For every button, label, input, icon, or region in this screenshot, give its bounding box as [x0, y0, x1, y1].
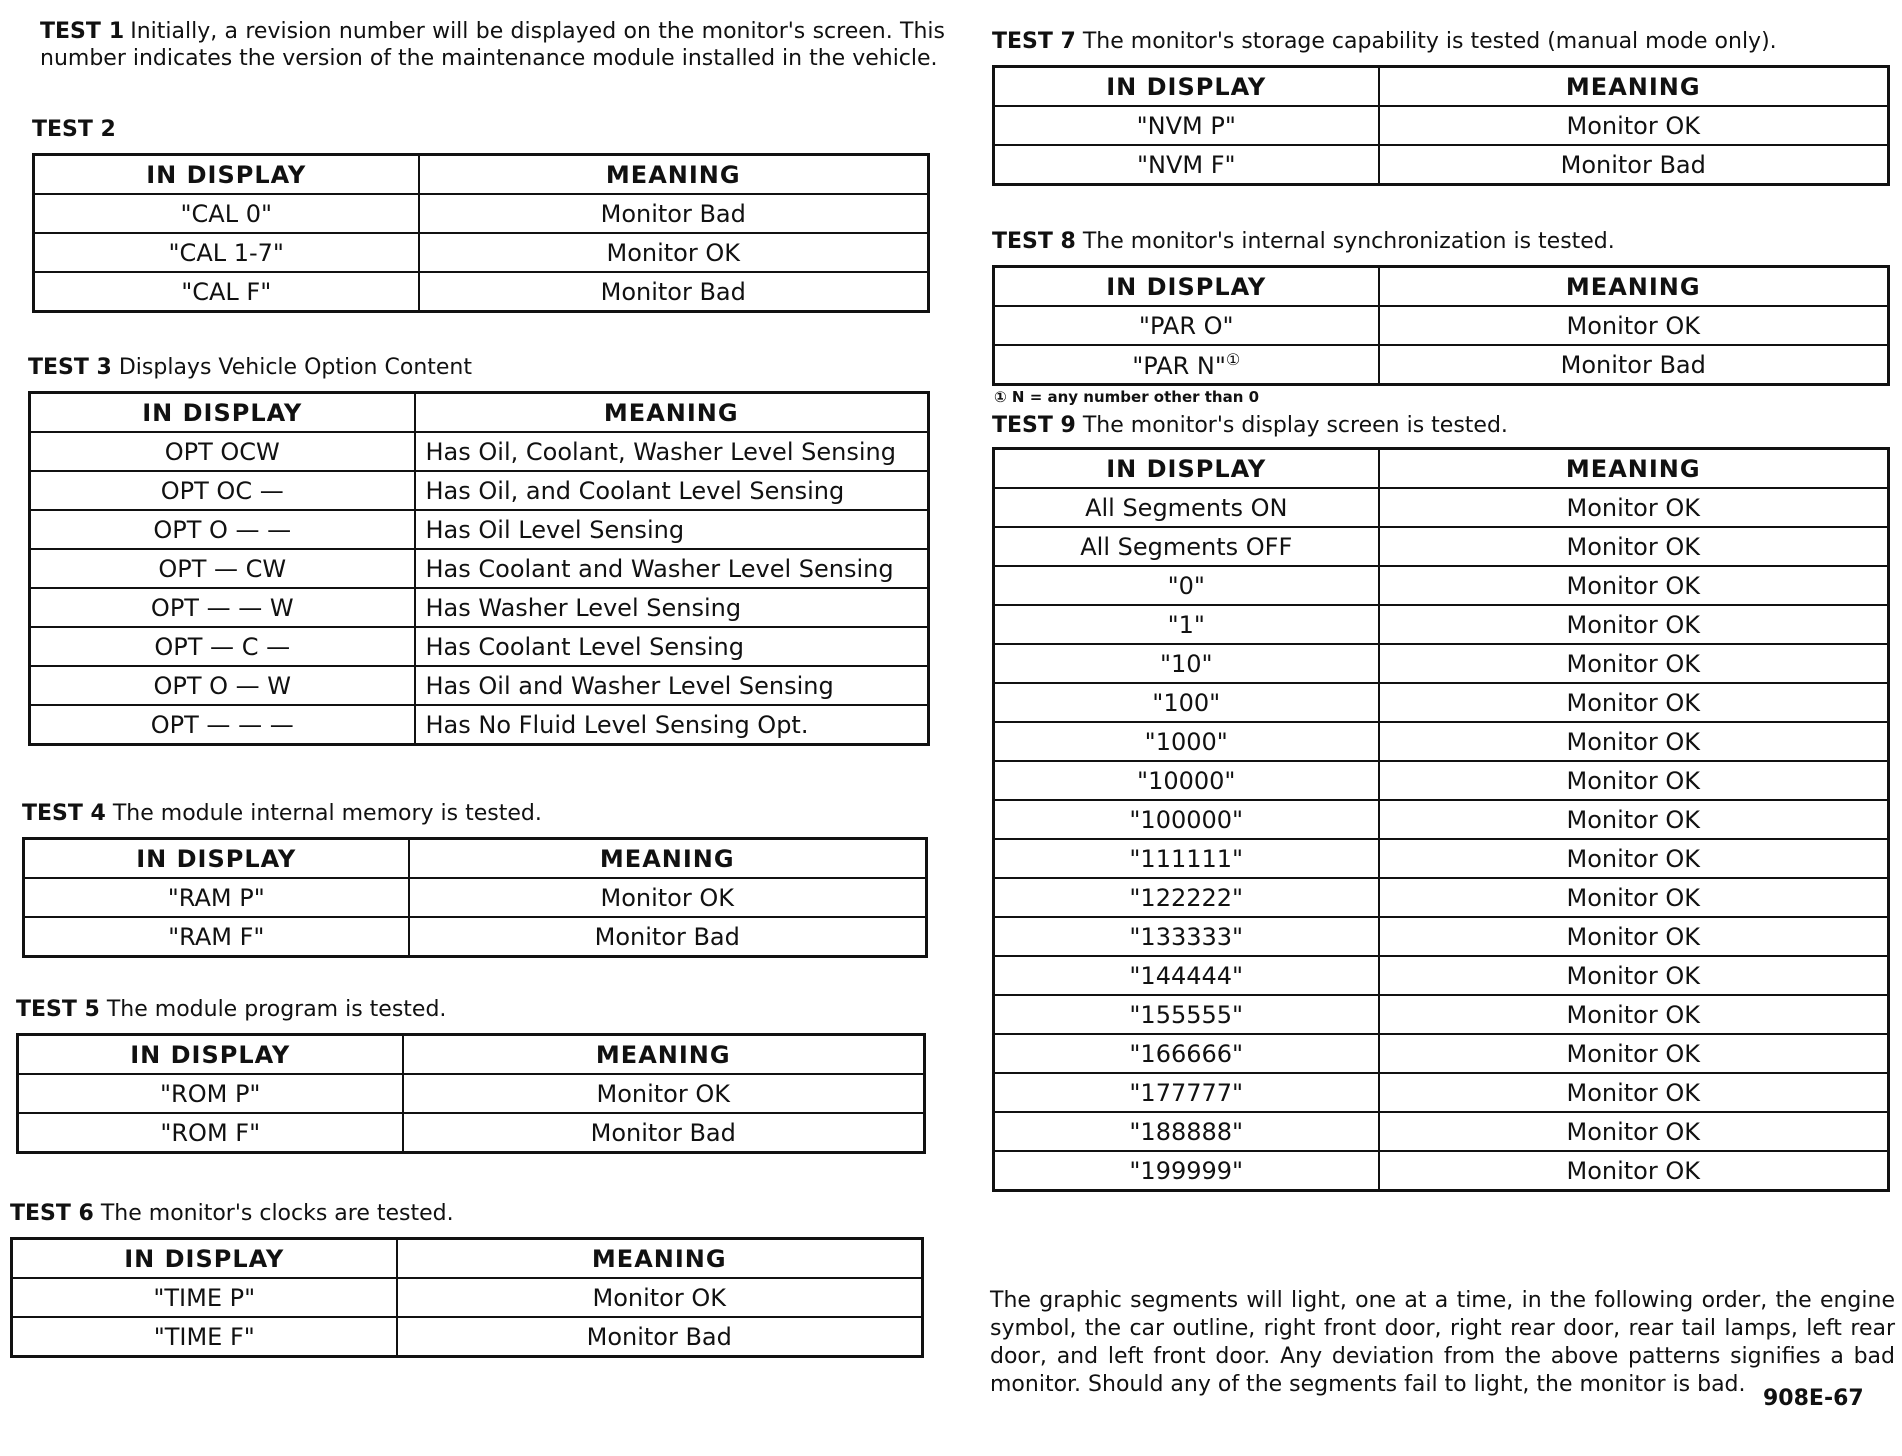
- meaning-cell: Monitor Bad: [419, 272, 929, 312]
- table-row: [994, 1073, 1889, 1112]
- test7-section: [992, 28, 1890, 186]
- display-cell: [994, 605, 1379, 644]
- display-cell: [24, 878, 409, 917]
- display-cell: [18, 1113, 403, 1153]
- meaning-cell: Has Coolant and Washer Level Sensing: [415, 549, 929, 588]
- display-cell: [12, 1278, 397, 1317]
- meaning-cell: Monitor Bad: [1379, 145, 1889, 185]
- test7-heading: [992, 28, 1890, 55]
- test4-table: [22, 837, 928, 958]
- table-row: [30, 471, 929, 510]
- table-row: [994, 761, 1889, 800]
- table-row: [994, 722, 1889, 761]
- test6-heading: [10, 1200, 924, 1227]
- display-value: "CAL 1-7": [168, 238, 284, 267]
- display-cell: [994, 995, 1379, 1034]
- test6-desc: The monitor's clocks are tested.: [100, 1201, 454, 1226]
- display-value: "188888": [1129, 1117, 1244, 1146]
- test6-label: TEST 6: [10, 1201, 94, 1226]
- figure-code: 908E-67: [1763, 1386, 1864, 1411]
- display-cell: [30, 471, 415, 510]
- table-row: [30, 666, 929, 705]
- table-header: MEANING: [419, 155, 929, 195]
- test3-label: TEST 3: [28, 355, 112, 380]
- test2-heading: [32, 116, 930, 143]
- table-header: MEANING: [1379, 267, 1889, 307]
- table-row: [994, 800, 1889, 839]
- meaning-cell: Monitor OK: [1379, 683, 1889, 722]
- meaning-cell: Monitor Bad: [403, 1113, 925, 1153]
- display-cell: [30, 510, 415, 549]
- display-value: All Segments OFF: [1080, 532, 1293, 561]
- test8-section: [992, 228, 1890, 1192]
- test9-label: TEST 9: [992, 413, 1076, 438]
- table-header: MEANING: [415, 393, 929, 433]
- display-cell: [994, 1151, 1379, 1191]
- meaning-cell: Has Oil, Coolant, Washer Level Sensing: [415, 432, 929, 471]
- test5-table: [16, 1033, 926, 1154]
- test7-desc: The monitor's storage capability is tested (manual mode only).: [1082, 29, 1777, 54]
- table-header: IN DISPLAY: [994, 267, 1379, 307]
- meaning-cell: Monitor OK: [1379, 722, 1889, 761]
- display-value: OPT — — W: [150, 593, 294, 622]
- table-row: [30, 549, 929, 588]
- table-row: [994, 566, 1889, 605]
- table-row: [30, 705, 929, 745]
- meaning-cell: Monitor OK: [1379, 527, 1889, 566]
- display-cell: [994, 722, 1379, 761]
- table-header: MEANING: [397, 1239, 923, 1279]
- meaning-cell: Has Oil, and Coolant Level Sensing: [415, 471, 929, 510]
- display-value: "0": [1167, 571, 1205, 600]
- display-cell: [18, 1074, 403, 1113]
- test9-desc: The monitor's display screen is tested.: [1082, 413, 1508, 438]
- display-cell: [30, 705, 415, 745]
- meaning-cell: Monitor OK: [1379, 995, 1889, 1034]
- test6-table: [10, 1237, 924, 1358]
- test4-desc: The module internal memory is tested.: [112, 801, 542, 826]
- footnote-marker: ①: [1225, 349, 1241, 369]
- display-cell: [994, 644, 1379, 683]
- table-header: IN DISPLAY: [18, 1035, 403, 1075]
- display-value: OPT O — W: [153, 671, 292, 700]
- display-cell: [34, 272, 419, 312]
- table-row: [994, 1112, 1889, 1151]
- display-value: "100": [1152, 688, 1221, 717]
- table-row: [994, 605, 1889, 644]
- display-cell: [994, 761, 1379, 800]
- table-row: [34, 194, 929, 233]
- test4-section: [22, 800, 928, 958]
- table-row: [24, 917, 927, 957]
- table-row: [18, 1074, 925, 1113]
- table-header: MEANING: [409, 839, 927, 879]
- table-row: [30, 510, 929, 549]
- display-value: OPT OCW: [164, 437, 280, 466]
- display-cell: [12, 1317, 397, 1357]
- display-value: "199999": [1129, 1156, 1244, 1185]
- meaning-cell: Has Oil and Washer Level Sensing: [415, 666, 929, 705]
- meaning-cell: Has Washer Level Sensing: [415, 588, 929, 627]
- display-value: "1000": [1144, 727, 1228, 756]
- meaning-cell: Monitor OK: [1379, 1034, 1889, 1073]
- table-row: [30, 627, 929, 666]
- meaning-cell: Monitor OK: [1379, 106, 1889, 145]
- display-value: "TIME F": [153, 1322, 255, 1351]
- test1-label: TEST 1: [40, 19, 125, 44]
- table-row: [34, 272, 929, 312]
- test3-heading: [28, 354, 930, 381]
- meaning-cell: Monitor OK: [1379, 800, 1889, 839]
- display-cell: [994, 488, 1379, 527]
- display-cell: [994, 917, 1379, 956]
- table-row: [30, 432, 929, 471]
- table-row: [994, 306, 1889, 345]
- test9-heading: [992, 412, 1890, 439]
- display-cell: [994, 345, 1379, 385]
- closing-paragraph: The graphic segments will light, one at a time, in the following order, the engine symbol, the car outline, right front door, right rear door, rear tail lamps, left rear door, and left front door. Any deviation from the above patterns signifies a bad monitor. Should any of the segments fail to light, the monitor is bad.: [990, 1288, 1895, 1397]
- test5-heading: [16, 996, 926, 1023]
- display-cell: [994, 566, 1379, 605]
- display-value: "CAL 0": [180, 199, 273, 228]
- test1-text: Initially, a revision number will be displayed on the monitor's screen. This number indicates the version of the maintenance module installed in the vehicle.: [40, 19, 945, 71]
- display-cell: [994, 800, 1379, 839]
- display-value: "155555": [1129, 1000, 1244, 1029]
- table-header: IN DISPLAY: [12, 1239, 397, 1279]
- meaning-cell: Monitor OK: [1379, 605, 1889, 644]
- meaning-cell: Monitor Bad: [409, 917, 927, 957]
- display-cell: [24, 917, 409, 957]
- meaning-cell: Monitor OK: [1379, 878, 1889, 917]
- display-value: "PAR N": [1132, 351, 1226, 380]
- table-header: MEANING: [1379, 449, 1889, 489]
- meaning-cell: Monitor OK: [409, 878, 927, 917]
- meaning-cell: Monitor OK: [419, 233, 929, 272]
- display-value: "111111": [1129, 844, 1244, 873]
- display-value: OPT — CW: [158, 554, 287, 583]
- display-cell: [34, 194, 419, 233]
- display-cell: [994, 306, 1379, 345]
- meaning-cell: Has Oil Level Sensing: [415, 510, 929, 549]
- meaning-cell: Monitor OK: [1379, 566, 1889, 605]
- test3-table: [28, 391, 930, 746]
- display-cell: [30, 432, 415, 471]
- test1-paragraph: [40, 18, 945, 72]
- display-cell: [994, 145, 1379, 185]
- test3-desc: Displays Vehicle Option Content: [118, 355, 472, 380]
- meaning-cell: Monitor OK: [1379, 644, 1889, 683]
- test2-table: [32, 153, 930, 313]
- display-cell: [30, 627, 415, 666]
- display-cell: [994, 878, 1379, 917]
- display-value: "144444": [1129, 961, 1244, 990]
- meaning-cell: Has No Fluid Level Sensing Opt.: [415, 705, 929, 745]
- display-value: "NVM P": [1136, 111, 1236, 140]
- display-value: OPT OC —: [160, 476, 284, 505]
- meaning-cell: Monitor OK: [1379, 306, 1889, 345]
- display-cell: [994, 106, 1379, 145]
- display-value: "NVM F": [1136, 150, 1236, 179]
- meaning-cell: Monitor Bad: [1379, 345, 1889, 385]
- test9-table: [992, 447, 1890, 1192]
- test8-desc: The monitor's internal synchronization is tested.: [1082, 229, 1615, 254]
- table-row: [12, 1317, 923, 1357]
- display-cell: [994, 839, 1379, 878]
- test3-section: [28, 354, 930, 746]
- table-row: [18, 1113, 925, 1153]
- display-value: All Segments ON: [1085, 493, 1288, 522]
- test8-footnote: ① N = any number other than 0: [994, 388, 1260, 406]
- table-header: IN DISPLAY: [30, 393, 415, 433]
- test2-label: TEST 2: [32, 117, 116, 142]
- table-header: IN DISPLAY: [24, 839, 409, 879]
- display-value: "10000": [1137, 766, 1236, 795]
- meaning-cell: Monitor OK: [1379, 956, 1889, 995]
- table-row: [994, 644, 1889, 683]
- table-row: [994, 1151, 1889, 1191]
- test4-label: TEST 4: [22, 801, 106, 826]
- meaning-cell: Monitor OK: [1379, 761, 1889, 800]
- meaning-cell: Monitor OK: [1379, 1151, 1889, 1191]
- test7-table: [992, 65, 1890, 186]
- display-value: OPT — — —: [150, 710, 294, 739]
- display-value: "133333": [1129, 922, 1244, 951]
- display-value: "ROM P": [160, 1079, 261, 1108]
- table-row: [994, 956, 1889, 995]
- table-header: MEANING: [1379, 67, 1889, 107]
- display-value: "PAR O": [1138, 311, 1234, 340]
- test4-heading: [22, 800, 928, 827]
- meaning-cell: Monitor OK: [1379, 488, 1889, 527]
- display-value: "RAM P": [167, 883, 265, 912]
- meaning-cell: Monitor OK: [1379, 1112, 1889, 1151]
- meaning-cell: Has Coolant Level Sensing: [415, 627, 929, 666]
- table-header: IN DISPLAY: [994, 449, 1379, 489]
- display-value: OPT O — —: [153, 515, 292, 544]
- test5-desc: The module program is tested.: [106, 997, 447, 1022]
- test5-section: [16, 996, 926, 1154]
- display-value: "RAM F": [168, 922, 265, 951]
- display-cell: [30, 549, 415, 588]
- meaning-cell: Monitor OK: [1379, 839, 1889, 878]
- display-cell: [994, 1034, 1379, 1073]
- test7-label: TEST 7: [992, 29, 1076, 54]
- display-cell: [30, 666, 415, 705]
- display-cell: [994, 683, 1379, 722]
- display-value: "177777": [1129, 1078, 1244, 1107]
- display-cell: [34, 233, 419, 272]
- meaning-cell: Monitor OK: [1379, 917, 1889, 956]
- display-value: OPT — C —: [154, 632, 291, 661]
- display-value: "122222": [1129, 883, 1244, 912]
- display-cell: [994, 527, 1379, 566]
- meaning-cell: Monitor OK: [1379, 1073, 1889, 1112]
- display-cell: [994, 1073, 1379, 1112]
- table-row: [994, 917, 1889, 956]
- table-row: [994, 1034, 1889, 1073]
- test5-label: TEST 5: [16, 997, 100, 1022]
- table-row: [994, 106, 1889, 145]
- table-row: [994, 488, 1889, 527]
- test6-section: [10, 1200, 924, 1358]
- test8-heading: [992, 228, 1890, 255]
- display-value: "TIME P": [153, 1283, 256, 1312]
- table-row: [994, 995, 1889, 1034]
- test8-table: [992, 265, 1890, 386]
- table-row: [994, 683, 1889, 722]
- display-value: "10": [1159, 649, 1213, 678]
- table-row: [994, 145, 1889, 185]
- display-value: "ROM F": [160, 1118, 261, 1147]
- table-header: IN DISPLAY: [34, 155, 419, 195]
- display-cell: [994, 1112, 1379, 1151]
- test8-label: TEST 8: [992, 229, 1076, 254]
- table-row: [994, 345, 1889, 385]
- table-row: [994, 527, 1889, 566]
- test2-section: [32, 116, 930, 313]
- meaning-cell: Monitor OK: [403, 1074, 925, 1113]
- table-row: [994, 878, 1889, 917]
- display-value: "CAL F": [181, 277, 272, 306]
- table-header: MEANING: [403, 1035, 925, 1075]
- meaning-cell: Monitor Bad: [397, 1317, 923, 1357]
- display-value: "166666": [1129, 1039, 1244, 1068]
- table-row: [34, 233, 929, 272]
- display-value: "100000": [1129, 805, 1244, 834]
- meaning-cell: Monitor OK: [397, 1278, 923, 1317]
- table-row: [30, 588, 929, 627]
- display-cell: [30, 588, 415, 627]
- table-row: [994, 839, 1889, 878]
- table-row: [12, 1278, 923, 1317]
- table-row: [24, 878, 927, 917]
- meaning-cell: Monitor Bad: [419, 194, 929, 233]
- table-header: IN DISPLAY: [994, 67, 1379, 107]
- display-value: "1": [1167, 610, 1205, 639]
- display-cell: [994, 956, 1379, 995]
